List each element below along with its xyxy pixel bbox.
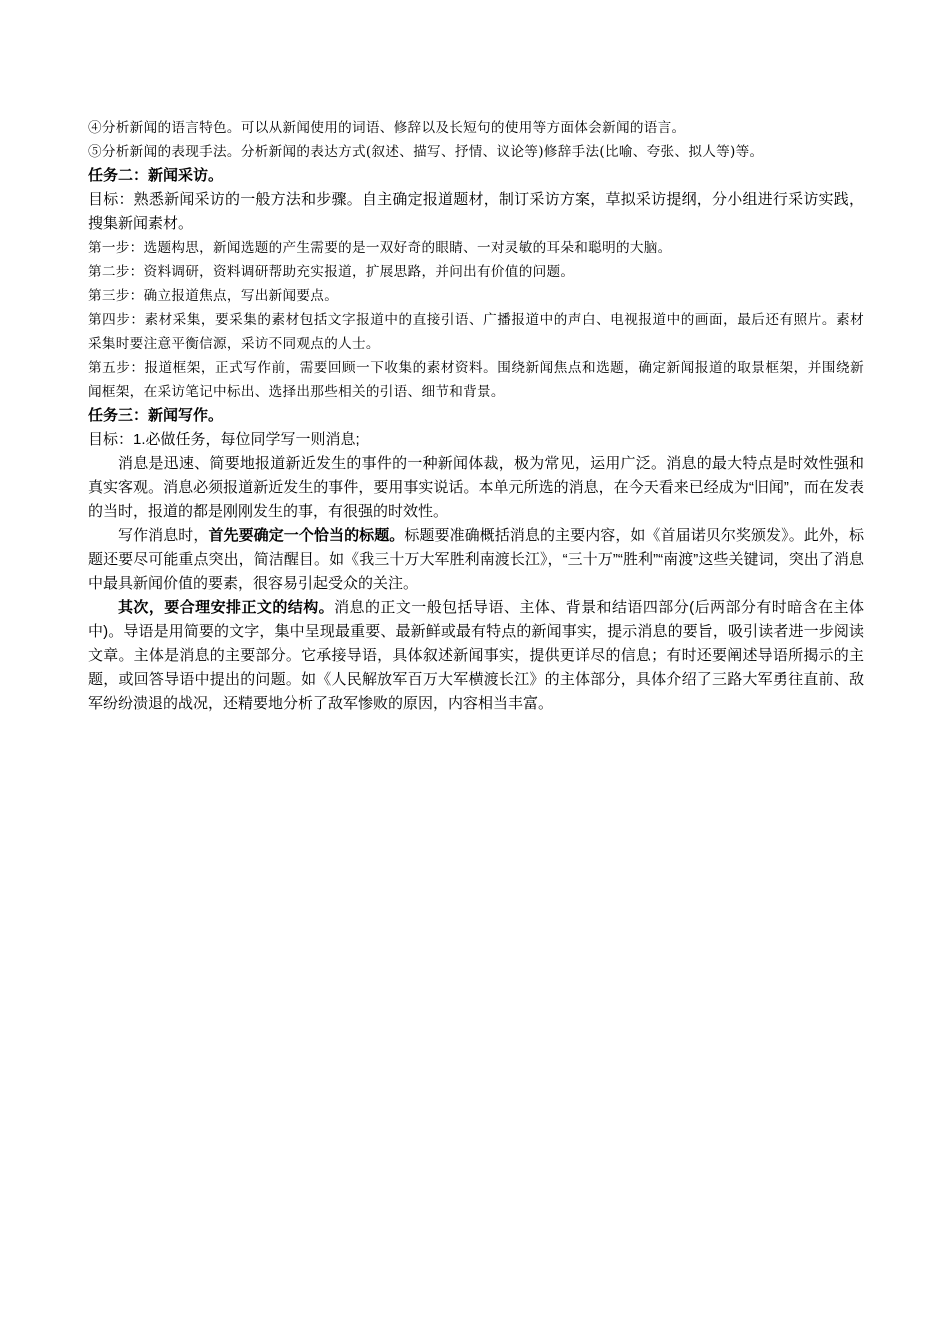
task2-step-5: 第五步：报道框架，正式写作前，需要回顾一下收集的素材资料。围绕新闻焦点和选题，确定新闻报道的取景框架，并围绕新闻框架，在采访笔记中标出、选择出那些相关的引语、细节和背景。 [88, 360, 864, 400]
analysis-item-4: ④分析新闻的语言特色。可以从新闻使用的词语、修辞以及长短句的使用等方面体会新闻的语言。 [88, 120, 686, 136]
task3-paragraph-2 [88, 524, 864, 596]
paragraph-2-rest: 标题要准确概括消息的主要内容，如《首届诺贝尔奖颁发》。此外，标题还要尽可能重点突出，简洁醒目。如《我三十万大军胜利南渡长江》，“三十万”“胜利”“南渡”这些关键词，突出了消息中最具新闻价值的要素，很容易引起受众的关注。 [88, 527, 864, 592]
analysis-item-5: ⑤分析新闻的表现手法。分析新闻的表达方式(叙述、描写、抒情、议论等)修辞手法(比喻、夸张、拟人等)等。 [88, 144, 764, 160]
task3-paragraph-1: 消息是迅速、简要地报道新近发生的事件的一种新闻体裁，极为常见，运用广泛。消息的最大特点是时效性强和真实客观。消息必须报道新近发生的事件，要用事实说话。本单元所选的消息，在今天看来已经成为“旧闻”，而在发表的当时，报道的都是刚刚发生的事，有很强的时效性。 [88, 455, 864, 520]
task2-step-4: 第四步：素材采集，要采集的素材包括文字报道中的直接引语、广播报道中的声白、电视报道中的画面，最后还有照片。素材采集时要注意平衡信源，采访不同观点的人士。 [88, 312, 864, 352]
task2-heading: 任务二：新闻采访。 [88, 167, 224, 184]
task2-step-1: 第一步：选题构思，新闻选题的产生需要的是一双好奇的眼睛、一对灵敏的耳朵和聪明的大脑。 [88, 240, 672, 256]
task2-step-2: 第二步：资料调研，资料调研帮助充实报道，扩展思路，并问出有价值的问题。 [88, 264, 575, 280]
task3-heading: 任务三：新闻写作。 [88, 407, 224, 424]
task2-step-3: 第三步：确立报道焦点，写出新闻要点。 [88, 288, 339, 304]
paragraph-2-lead: 写作消息时， [118, 527, 209, 544]
task2-goal: 目标：熟悉新闻采访的一般方法和步骤。自主确定报道题材，制订采访方案，草拟采访提纲，分小组进行采访实践，搜集新闻素材。 [88, 191, 864, 232]
task3-paragraph-3 [88, 596, 864, 716]
task3-goal: 目标：1.必做任务，每位同学写一则消息; [88, 431, 360, 448]
paragraph-3-rest: 消息的正文一般包括导语、主体、背景和结语四部分(后两部分有时暗含在主体中)。导语是用简要的文字，集中呈现最重要、最新鲜或最有特点的新闻事实，提示消息的要旨，吸引读者进一步阅读文章。主体是消息的主要部分。它承接导语，具体叙述新闻事实，提供更详尽的信息；有时还要阐述导语所揭示的主题，或回答导语中提出的问题。如《人民解放军百万大军横渡长江》的主体部分，具体介绍了三路大军勇往直前、敌军纷纷溃退的战况，还精要地分析了敌军惨败的原因，内容相当丰富。 [88, 599, 864, 712]
paragraph-2-bold: 首先要确定一个恰当的标题。 [208, 527, 405, 544]
document-page [88, 116, 864, 716]
paragraph-3-bold: 其次，要合理安排正文的结构。 [118, 599, 335, 616]
